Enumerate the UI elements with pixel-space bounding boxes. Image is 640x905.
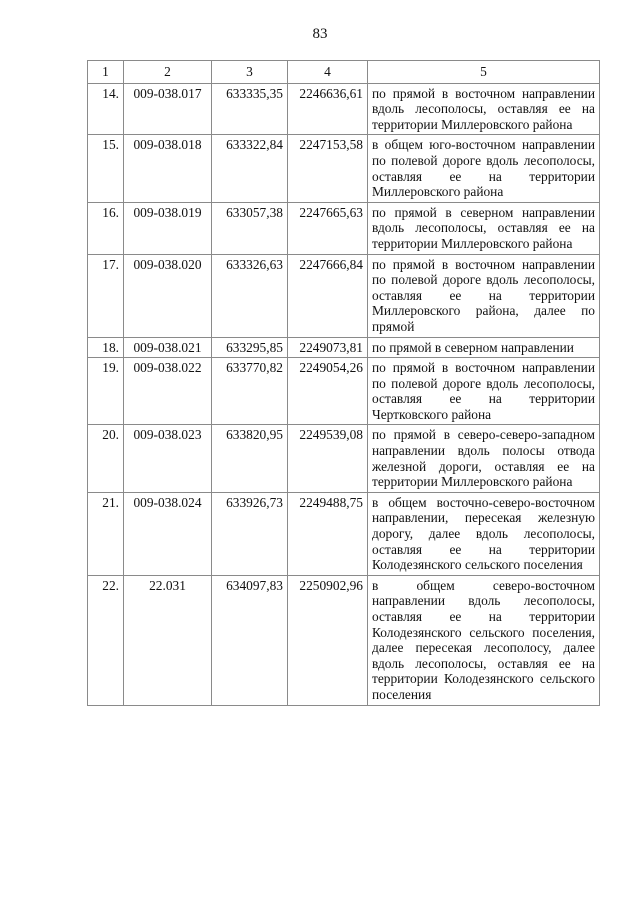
boundary-description-table (87, 60, 600, 706)
point-code: 009-038.020 (124, 254, 212, 337)
coordinate-x: 633322,84 (212, 135, 288, 202)
coordinate-y: 2247153,58 (288, 135, 368, 202)
coordinate-y: 2247666,84 (288, 254, 368, 337)
column-header: 1 (88, 61, 124, 84)
coordinate-x: 633335,35 (212, 83, 288, 135)
table-row (88, 358, 600, 425)
point-code: 009-038.023 (124, 425, 212, 492)
table-row (88, 254, 600, 337)
point-code: 009-038.018 (124, 135, 212, 202)
boundary-description: по прямой в восточном направлении по полевой дороге вдоль лесополосы, оставляя ее на территории Чертковского района (368, 358, 600, 425)
coordinate-y: 2249073,81 (288, 337, 368, 358)
row-number: 21. (88, 492, 124, 575)
column-header: 4 (288, 61, 368, 84)
boundary-description: в общем юго-восточном направлении по полевой дороге вдоль лесополосы, оставляя ее на территории Миллеровского района (368, 135, 600, 202)
coordinate-y: 2249054,26 (288, 358, 368, 425)
point-code: 009-038.017 (124, 83, 212, 135)
boundary-description: по прямой в северном направлении (368, 337, 600, 358)
table-row (88, 202, 600, 254)
row-number: 15. (88, 135, 124, 202)
boundary-description: в общем восточно-северо-восточном направлении, пересекая железную дорогу, далее вдоль лесополосы, оставляя ее на территории Колодезянского сельского поселения (368, 492, 600, 575)
coordinate-x: 633820,95 (212, 425, 288, 492)
column-header: 3 (212, 61, 288, 84)
row-number: 19. (88, 358, 124, 425)
column-header: 5 (368, 61, 600, 84)
point-code: 22.031 (124, 575, 212, 705)
row-number: 20. (88, 425, 124, 492)
boundary-description: по прямой в восточном направлении по полевой дороге вдоль лесополосы, оставляя ее на территории Миллеровского района, далее по прямой (368, 254, 600, 337)
table-row (88, 575, 600, 705)
row-number: 22. (88, 575, 124, 705)
coordinate-y: 2250902,96 (288, 575, 368, 705)
boundary-description: по прямой в северо-северо-западном направлении вдоль полосы отвода железной дороги, оставляя ее на территории Миллеровского района (368, 425, 600, 492)
row-number: 16. (88, 202, 124, 254)
point-code: 009-038.019 (124, 202, 212, 254)
coordinate-x: 633326,63 (212, 254, 288, 337)
column-header: 2 (124, 61, 212, 84)
row-number: 17. (88, 254, 124, 337)
row-number: 14. (88, 83, 124, 135)
table-header-row (88, 61, 600, 84)
table-row (88, 425, 600, 492)
table-row (88, 135, 600, 202)
point-code: 009-038.021 (124, 337, 212, 358)
table-row (88, 337, 600, 358)
boundary-description: по прямой в северном направлении вдоль лесополосы, оставляя ее на территории Миллеровского района (368, 202, 600, 254)
coordinate-y: 2246636,61 (288, 83, 368, 135)
boundary-description: по прямой в восточном направлении вдоль лесополосы, оставляя ее на территории Миллеровского района (368, 83, 600, 135)
point-code: 009-038.024 (124, 492, 212, 575)
coordinate-x: 634097,83 (212, 575, 288, 705)
table-row (88, 492, 600, 575)
table-row (88, 83, 600, 135)
page-number: 83 (312, 26, 328, 42)
coordinate-x: 633057,38 (212, 202, 288, 254)
point-code: 009-038.022 (124, 358, 212, 425)
row-number: 18. (88, 337, 124, 358)
coordinate-x: 633926,73 (212, 492, 288, 575)
coordinate-x: 633770,82 (212, 358, 288, 425)
boundary-description: в общем северо-восточном направлении вдоль лесополосы, оставляя ее на территории Колодезянского сельского поселения, далее пересекая лесополосу, далее вдоль лесополосы, оставляя ее на территории Колодезянского сельского поселения (368, 575, 600, 705)
coordinate-x: 633295,85 (212, 337, 288, 358)
coordinate-y: 2249539,08 (288, 425, 368, 492)
coordinate-y: 2249488,75 (288, 492, 368, 575)
coordinate-y: 2247665,63 (288, 202, 368, 254)
